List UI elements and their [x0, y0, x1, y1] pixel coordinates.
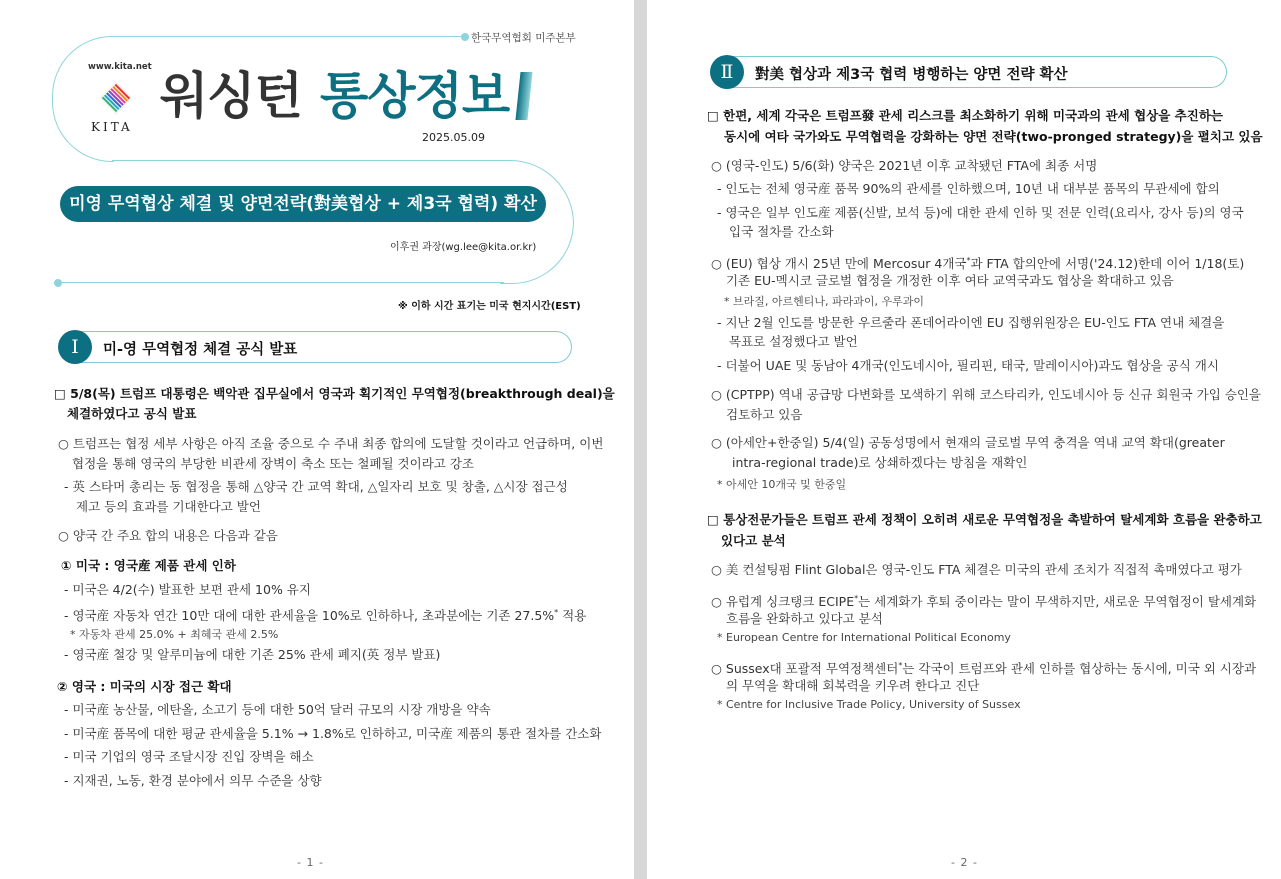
- header-dot-icon: [54, 279, 62, 287]
- footnote: * European Centre for International Political Economy: [717, 631, 1011, 644]
- paragraph: 제고 등의 효과를 기대한다고 발언: [76, 499, 261, 514]
- paragraph: 기존 EU-멕시코 글로벌 협정을 개정한 이후 여타 교역국과도 협상을 확대하고 있음: [726, 273, 1174, 288]
- paragraph: ○ Sussex대 포괄적 무역정책센터*는 각국이 트럼프와 관세 인하를 협상하는 동시에, 미국 외 시장과: [711, 661, 1257, 677]
- page-1: [0, 0, 634, 879]
- section-2-title: 對美 협상과 제3국 협력 병행하는 양면 전략 확산: [755, 67, 1068, 83]
- footnote: * 브라질, 아르헨티나, 파라과이, 우루과이: [724, 295, 924, 308]
- list-item: - 인도는 전체 영국産 품목 90%의 관세를 인하했으며, 10년 내 대부분 품목의 무관세에 합의: [717, 181, 1220, 196]
- paragraph: 있다고 분석: [721, 533, 786, 548]
- paragraph: 동시에 여타 국가와도 무역협력을 강화하는 양면 전략(two-pronged strategy)을 펼치고 있음: [724, 129, 1263, 144]
- paragraph: 의 무역을 확대해 회복력을 키우려 한다고 진단: [726, 678, 980, 693]
- paragraph: ○ 트럼프는 협정 세부 사항은 아직 조율 중으로 수 주내 최종 합의에 도달할 것이라고 언급하며, 이번: [58, 436, 604, 451]
- paragraph: ○ 美 컨설팅펌 Flint Global은 영국-인도 FTA 체결은 미국의 관세 조치가 직접적 촉매였다고 평가: [711, 562, 1242, 577]
- paragraph: □ 통상전문가들은 트럼프 관세 정책이 오히려 새로운 무역협정을 촉발하여 탈세계화 흐름을 완충하고: [707, 512, 1262, 527]
- list-item: - 미국 기업의 영국 조달시장 진입 장벽을 해소: [64, 749, 314, 764]
- paragraph: 체결하였다고 공식 발표: [67, 406, 197, 421]
- footnote: * 자동차 관세 25.0% + 최혜국 관세 2.5%: [70, 628, 279, 641]
- page-number: - 1 -: [297, 856, 324, 869]
- paragraph: ○ (EU) 협상 개시 25년 만에 Mercosur 4개국*과 FTA 합의안에 서명('24.12)한데 이어 1/18(토): [711, 256, 1245, 272]
- list-item: - 지재권, 노동, 환경 분야에서 의무 수준을 상향: [64, 773, 322, 788]
- list-item: - 미국産 농산물, 에탄올, 소고기 등에 대한 50억 달러 규모의 시장 개방을 약속: [64, 702, 491, 717]
- paragraph: ○ (영국-인도) 5/6(화) 양국은 2021년 이후 교착됐던 FTA에 최종 서명: [711, 158, 1098, 173]
- page-number: - 2 -: [951, 856, 978, 869]
- report-title: 미영 무역협상 체결 및 양면전략(對美협상 + 제3국 협력) 확산: [60, 186, 546, 222]
- section-2-number: Ⅱ: [710, 55, 744, 89]
- org-label: 한국무역협회 미주본부: [471, 32, 576, 44]
- website-label: www.kita.net: [88, 62, 152, 72]
- issue-date: 2025.05.09: [422, 131, 485, 144]
- page-2: [647, 0, 1281, 879]
- page-gutter: [634, 0, 647, 879]
- header-dot-icon: [461, 33, 469, 41]
- paragraph: □ 한편, 세계 각국은 트럼프發 관세 리스크를 최소화하기 위해 미국과의 관세 협상을 추진하는: [707, 108, 1223, 123]
- time-note: ※ 이하 시간 표기는 미국 현지시간(EST): [398, 301, 581, 312]
- footnote: * 아세안 10개국 및 한중일: [717, 478, 847, 491]
- author: 이후권 과장(wg.lee@kita.or.kr): [390, 242, 537, 253]
- paragraph: 협정을 통해 영국의 부당한 비관세 장벽이 축소 또는 철폐될 것이라고 강조: [72, 456, 474, 471]
- section-1-title: 미-영 무역협정 체결 공식 발표: [103, 342, 298, 358]
- paragraph: ○ 양국 간 주요 합의 내용은 다음과 같음: [58, 528, 278, 543]
- paragraph: ○ (CPTPP) 역내 공급망 다변화를 모색하기 위해 코스타리카, 인도네시아 등 신규 회원국 가입 승인을: [711, 387, 1261, 402]
- header-line: [112, 36, 462, 37]
- list-item: - 영국産 철강 및 알루미늄에 대한 기존 25% 관세 폐지(英 정부 발표): [64, 647, 441, 662]
- section-1-number: Ⅰ: [58, 330, 92, 364]
- header-line: [112, 160, 504, 161]
- logo-bar-icon: [515, 72, 532, 120]
- paragraph: - 英 스타머 총리는 동 협정을 통해 △양국 간 교역 확대, △일자리 보호 및 창출, △시장 접근성: [64, 479, 568, 494]
- paragraph: ○ 유럽계 싱크탱크 ECIPE*는 세계화가 후퇴 중이라는 말이 무색하지만, 새로운 무역협정이 탈세계화: [711, 594, 1257, 610]
- footnote: * Centre for Inclusive Trade Policy, University of Sussex: [717, 698, 1021, 711]
- paragraph: ○ (아세안+한중일) 5/4(일) 공동성명에서 현재의 글로벌 무역 충격을 역내 교역 확대(greater: [711, 435, 1225, 450]
- paragraph: intra-regional trade)로 상쇄하겠다는 방침을 재확인: [732, 455, 1028, 470]
- list-item: 입국 절차를 간소화: [729, 224, 834, 239]
- list-item: - 미국은 4/2(수) 발표한 보편 관세 10% 유지: [64, 582, 311, 597]
- list-item: - 영국産 자동차 연간 10만 대에 대한 관세율을 10%로 인하하나, 초과분에는 기존 27.5%* 적용: [64, 608, 587, 624]
- logo-trade-info: 통상정보: [320, 67, 510, 125]
- list-item: 목표로 설정했다고 발언: [729, 334, 858, 349]
- paragraph: 흐름을 완화하고 있다고 분석: [726, 611, 883, 626]
- list-item: - 더불어 UAE 및 동남아 4개국(인도네시아, 필리핀, 태국, 말레이시아)과도 협상을 공식 개시: [717, 358, 1219, 373]
- subheading: ① 미국 : 영국産 제품 관세 인하: [61, 558, 236, 573]
- paragraph: □ 5/8(목) 트럼프 대통령은 백악관 집무실에서 영국과 획기적인 무역협정(breakthrough deal)을: [54, 386, 615, 401]
- list-item: - 영국은 일부 인도産 제품(신발, 보석 등)에 대한 관세 인하 및 전문 인력(요리사, 강사 등)의 영국: [717, 205, 1244, 220]
- kita-brand: KITA: [91, 120, 133, 134]
- paragraph: 검토하고 있음: [726, 407, 803, 422]
- kita-logo-icon: [94, 78, 138, 122]
- list-item: - 지난 2월 인도를 방문한 우르줄라 폰데어라이엔 EU 집행위원장은 EU-인도 FTA 연내 체결을: [717, 315, 1225, 330]
- header-line: [60, 282, 504, 283]
- subheading: ② 영국 : 미국의 시장 접근 확대: [57, 679, 232, 694]
- header-arc: [500, 222, 574, 284]
- logo-washington: 워싱턴: [160, 67, 302, 125]
- list-item: - 미국産 품목에 대한 평균 관세율을 5.1% → 1.8%로 인하하고, 미국産 제품의 통관 절차를 간소화: [64, 726, 602, 741]
